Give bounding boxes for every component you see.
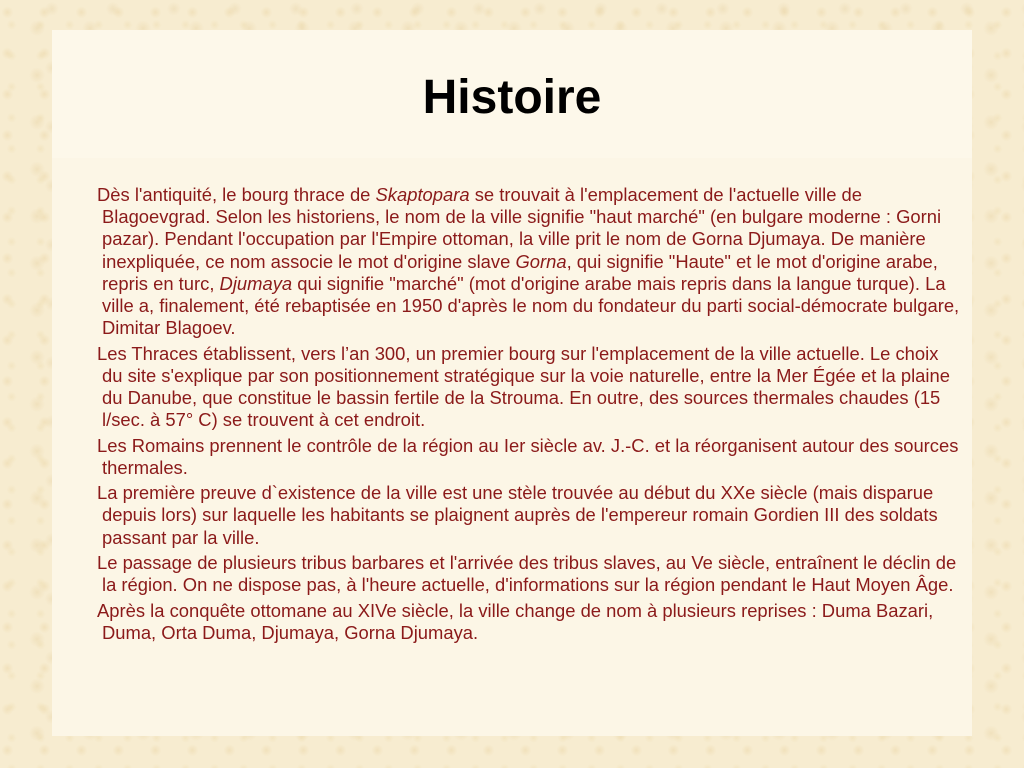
slide-panel bbox=[52, 30, 972, 736]
term-skaptopara: Skaptopara bbox=[375, 184, 470, 205]
paragraph-antiquity bbox=[97, 184, 960, 339]
paragraph-first-evidence: La première preuve d`existence de la ville est une stèle trouvée au début du XXe siècle (mais disparue depuis lors) sur laquelle les habitants se plaignent auprès de l'empereur romain Gordien III des soldats passant par la ville. bbox=[97, 482, 938, 548]
term-gorna: Gorna bbox=[515, 250, 567, 272]
paragraph-antiquity-text-1: Dès l'antiquité, le bourg thrace de bbox=[97, 184, 376, 205]
paragraph-antiquity-text-4: qui signifie "marché" (mot d'origine arabe mais repris dans la langue turque). La ville a, finalement, été rebaptisée en 1950 d'après le nom du fondateur du parti social-démocrate bulgare, Dimitar Blagoev. bbox=[102, 272, 960, 339]
paragraph-barbarian-tribes: Le passage de plusieurs tribus barbares et l'arrivée des tribus slaves, au Ve siècle, entraînent le déclin de la région. On ne dispose pas, à l'heure actuelle, d'informations sur la région pendant le Haut Moyen Âge. bbox=[97, 552, 957, 596]
title-band bbox=[52, 30, 972, 158]
paragraph-antiquity-text-2: se trouvait à l'emplacement de l'actuelle ville de Blagoevgrad. Selon les historiens, le nom de la ville signifie "haut marché" (en bulgare moderne : Gorni pazar). Pendant l'occupation par l'Empire ottoman, la ville prit le nom de Gorna Djumaya. De manière inexpliquée, ce nom associe le mot d'origine slave bbox=[102, 184, 942, 272]
paragraph-thraces: Les Thraces établissent, vers l’an 300, un premier bourg sur l'emplacement de la ville actuelle. Le choix du site s'explique par son positionnement stratégique sur la voie naturelle, entre la Mer Égée et la plaine du Danube, que constitue le bassin fertile de la Strouma. En outre, des sources thermales chaudes (15 l/sec. à 57° C) se trouvent à cet endroit. bbox=[97, 342, 950, 431]
body-text bbox=[97, 184, 960, 647]
page-title: Histoire bbox=[422, 71, 602, 124]
paragraph-antiquity-text-3: , qui signifie "Haute" et le mot d'origine arabe, repris en turc, bbox=[102, 250, 938, 294]
paragraph-romans: Les Romains prennent le contrôle de la région au Ier siècle av. J.-C. et la réorganisent autour des sources thermales. bbox=[97, 434, 959, 478]
paragraph-ottoman-conquest: Après la conquête ottomane au XIVe siècle, la ville change de nom à plusieurs reprises : Duma Bazari, Duma, Orta Duma, Djumaya, Gorna Djumaya. bbox=[97, 599, 934, 643]
term-djumaya: Djumaya bbox=[219, 272, 293, 294]
